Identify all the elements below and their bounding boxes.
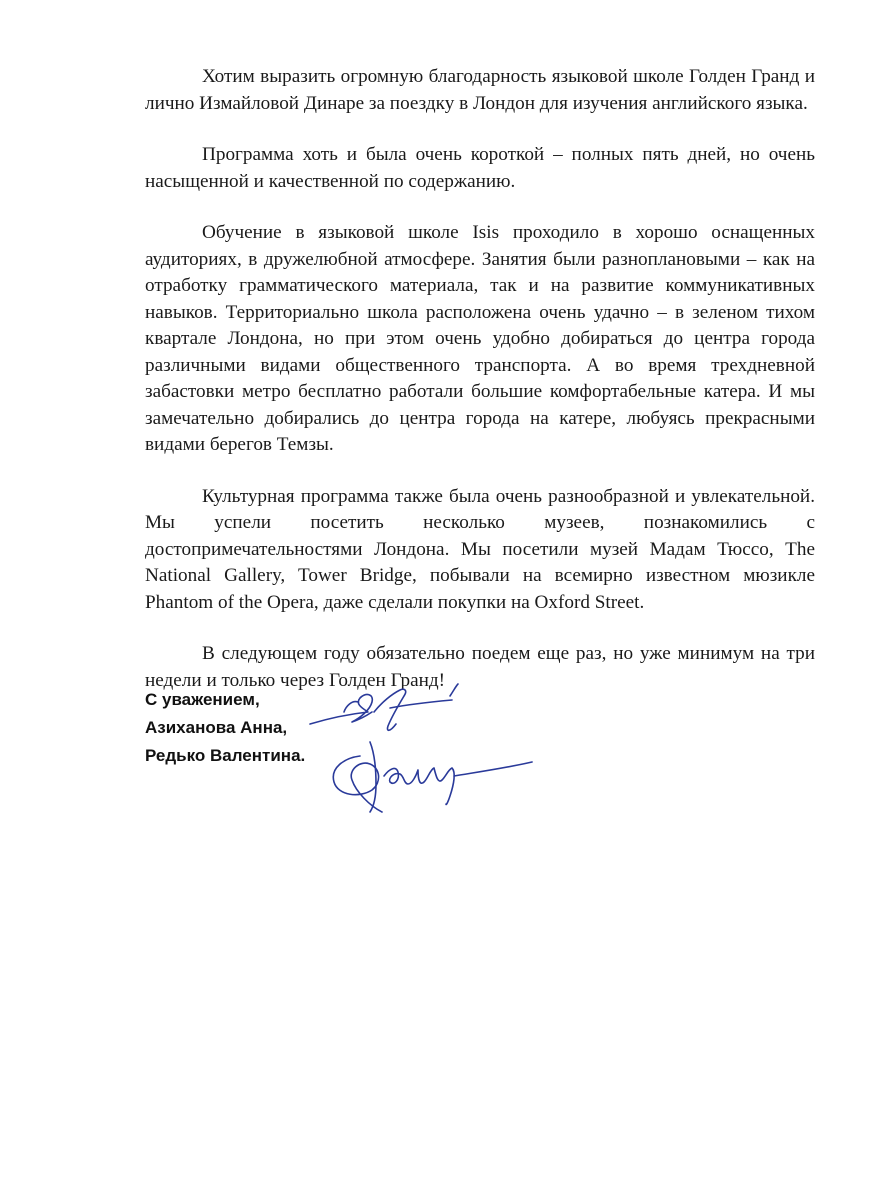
signatory-name-1: Азиханова Анна,: [145, 718, 288, 737]
paragraph-next-year: В следующем году обязательно поедем еще раз, но уже минимум на три недели и только через Голден Гранд!: [145, 643, 815, 691]
signatory-name-2: Редько Валентина.: [145, 746, 306, 765]
closing-salutation: С уважением,: [145, 690, 260, 709]
signature-2-icon: [333, 742, 532, 812]
paragraph-program: Программа хоть и была очень короткой – полных пять дней, но очень насыщенной и качественной по содержанию.: [145, 144, 815, 192]
signatures: [300, 672, 550, 822]
letter-body: [145, 64, 815, 719]
closing-block: [145, 686, 305, 770]
paragraph-school: Обучение в языковой школе Isis проходило в хорошо оснащенных аудиториях, в дружелюбной атмосфере. Занятия были разноплановыми – как на отработку грамматического материала, так и на развитие коммуникативных навыков. Территориально школа расположена очень удачно – в зеленом тихом квартале Лондона, но при этом очень удобно добираться до центра города различными видами общественного транспорта. А во время трехдневной забастовки метро бесплатно работали большие комфортабельные катера. И мы замечательно добирались до центра города на катере, любуясь прекрасными видами берегов Темзы.: [145, 222, 815, 455]
paragraph-gratitude: Хотим выразить огромную благодарность языковой школе Голден Гранд и лично Измайловой Динаре за поездку в Лондон для изучения английского языка.: [145, 66, 815, 114]
paragraph-culture: Культурная программа также была очень разнообразной и увлекательной. Мы успели посетить несколько музеев, познакомились с достопримечательностями Лондона. Мы посетили музей Мадам Тюссо, The National Gallery, Tower Bridge, побывали на всемирно известном мюзикле Phantom of the Opera, даже сделали покупки на Oxford Street.: [145, 485, 815, 613]
signature-1-icon: [310, 684, 458, 730]
